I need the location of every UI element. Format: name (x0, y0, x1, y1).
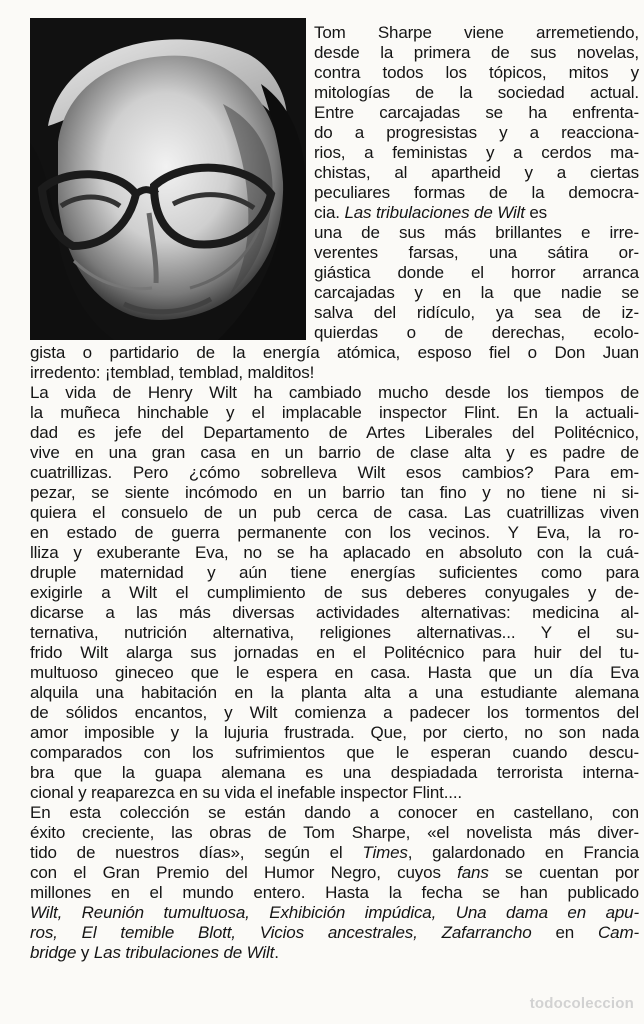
text-segment: . (274, 943, 279, 962)
text-segment: , galardonado en Francia (407, 843, 639, 862)
synopsis-text (30, 23, 639, 963)
book-titles-line (30, 943, 639, 963)
text-line: quiera el consuelo de un pub cerca de casa. Las cuatrillizas viven (30, 503, 639, 522)
text-line-with-italic-times (30, 843, 639, 863)
text-line: pezar, se siente incómodo en un barrio tan fino y no tiene ni si- (30, 483, 639, 502)
text-line: mitologías de la sociedad actual. (314, 83, 639, 102)
text-line: millones en el mundo entero. Hasta la fecha se han publicado (30, 883, 639, 902)
text-line: dicarse a las más diversas actividades alternativas: medicina al- (30, 603, 639, 622)
text-line: multuoso gineceo que le espera en casa. Hasta que un día Eva (30, 663, 639, 682)
text-line: frido Wilt alarga sus jornadas en el Politécnico para huir del tu- (30, 643, 639, 662)
text-segment: se cuentan por (488, 863, 639, 882)
text-line: desde la primera de sus novelas, (314, 43, 639, 62)
book-title-italic: bridge (30, 943, 77, 962)
text-line: éxito creciente, las obras de Tom Sharpe, «el novelista más diver- (30, 823, 639, 842)
book-title-italic: Las tribulaciones de Wilt (93, 943, 275, 962)
text-line-with-italic-fans (30, 863, 639, 883)
book-titles-line: Wilt, Reunión tumultuosa, Exhibición impúdica, Una dama en apu- (30, 903, 639, 922)
text-line: verentes farsas, una sátira or- (314, 243, 639, 262)
book-title-italic: Las tribulaciones de Wilt (344, 203, 525, 222)
text-line: irredento: ¡temblad, temblad, malditos! (30, 363, 315, 382)
book-titles-line (30, 923, 639, 943)
text-line: vive en una gran casa en un barrio de clase alta y es padre de (30, 443, 639, 462)
text-segment: en (531, 923, 599, 942)
text-line: alquila una habitación en la planta alta a una estudiante alemana (30, 683, 639, 702)
text-line-with-italic-title (30, 203, 639, 223)
text-line: contra todos los tópicos, mitos y (314, 63, 639, 82)
text-line: la muñeca hinchable y el implacable inspector Flint. En la actuali- (30, 403, 639, 422)
text-segment: es (524, 203, 548, 222)
text-line: ternativa, nutrición alternativa, religiones alternativas... Y el su- (30, 623, 639, 642)
text-line: En esta colección se están dando a conocer en castellano, con (30, 803, 639, 822)
text-line: druple maternidad y aún tiene energías suficientes como para (30, 563, 639, 582)
text-line: cional y reaparezca en su vida el inefable inspector Flint.... (30, 783, 462, 802)
text-line: lliza y exuberante Eva, no se ha aplacado en absoluto con la cuá- (30, 543, 639, 562)
text-line: peculiares formas de la democra- (314, 183, 639, 202)
text-line: giástica donde el horror arranca (314, 263, 639, 282)
text-line: Tom Sharpe viene arremetiendo, (314, 23, 639, 42)
text-line: La vida de Henry Wilt ha cambiado mucho desde los tiempos de (30, 383, 639, 402)
italic-word-fans: fans (457, 863, 489, 882)
text-line: chistas, al apartheid y a ciertas (314, 163, 639, 182)
watermark: todocoleccion (529, 995, 634, 1012)
text-line: amor imposible y la lujuria frustrada. Que, por cierto, no son nada (30, 723, 639, 742)
text-line: cuatrillizas. Pero ¿cómo sobrelleva Wilt esos cambios? Para em- (30, 463, 639, 482)
newspaper-name-italic: Times (362, 843, 408, 862)
text-segment: y (76, 943, 94, 962)
text-line: de sólidos encantos, y Wilt comienza a padecer los tormentos del (30, 703, 639, 722)
text-line: do a progresistas y a reacciona- (314, 123, 639, 142)
text-segment: tido de nuestros días», según el (30, 843, 363, 862)
text-line: quierdas o de derechas, ecolo- (314, 323, 639, 342)
text-line: gista o partidario de la energía atómica, esposo fiel o Don Juan (30, 343, 639, 362)
text-line: exigirle a Wilt el cumplimiento de sus deberes conyugales y de- (30, 583, 639, 602)
text-line: comparados con los sufrimientos que le esperan cuando descu- (30, 743, 639, 762)
text-line: en estado de guerra permanente con los vecinos. Y Eva, la ro- (30, 523, 639, 542)
text-segment: cia. (314, 203, 345, 222)
text-line: una de sus más brillantes e irre- (314, 223, 639, 242)
text-line: Entre carcajadas se ha enfrenta- (314, 103, 639, 122)
text-line: rios, a feministas y a cerdos ma- (314, 143, 639, 162)
text-line: dad es jefe del Departamento de Artes Liberales del Politécnico, (30, 423, 639, 442)
text-line: carcajadas y en la que nadie se (314, 283, 639, 302)
book-title-italic: Cam- (598, 923, 639, 942)
text-line: salva del ridículo, ya sea de iz- (314, 303, 639, 322)
book-titles-italic: ros, El temible Blott, Vicios ancestrales, Zafarrancho (30, 923, 532, 942)
text-segment: con el Gran Premio del Humor Negro, cuyos (30, 863, 458, 882)
text-line: bra que la guapa alemana es una despiadada terrorista interna- (30, 763, 639, 782)
